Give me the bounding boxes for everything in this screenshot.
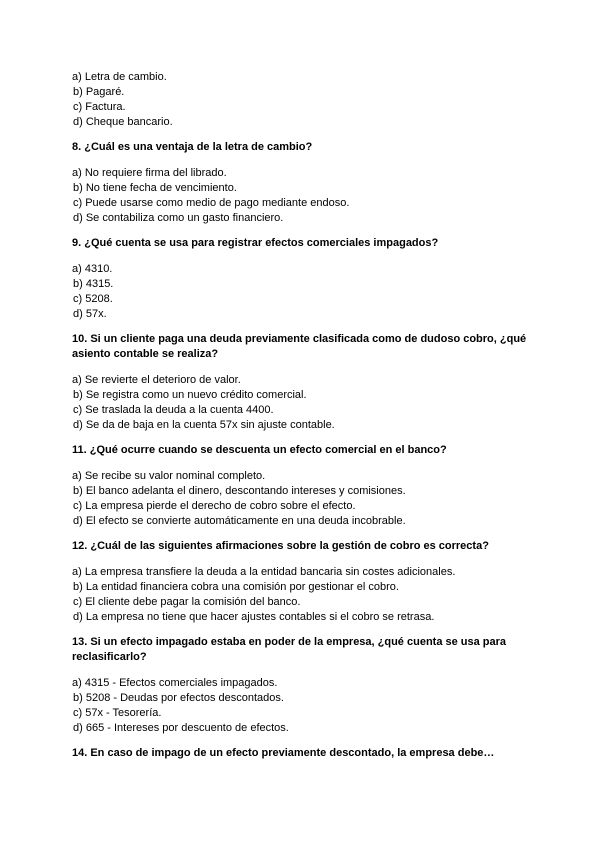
option-c: c) El cliente debe pagar la comisión del banco. bbox=[73, 596, 301, 608]
option-a: a) 4315 - Efectos comerciales impagados. bbox=[72, 677, 278, 689]
option-b: b) 4315. bbox=[73, 278, 114, 290]
answer-options bbox=[72, 565, 532, 625]
answer-options bbox=[72, 676, 532, 736]
option-c: c) 57x - Tesorería. bbox=[73, 707, 162, 719]
option-c: c) Puede usarse como medio de pago mediante endoso. bbox=[73, 197, 350, 209]
answer-options bbox=[72, 469, 532, 529]
option-a: a) 4310. bbox=[72, 263, 113, 275]
answer-options bbox=[72, 70, 532, 130]
option-c: c) Se traslada la deuda a la cuenta 4400. bbox=[73, 404, 274, 416]
question-title: 10. Si un cliente paga una deuda previamente clasificada como de dudoso cobro, ¿qué asiento contable se realiza? bbox=[72, 333, 527, 360]
option-b: b) Se registra como un nuevo crédito comercial. bbox=[73, 389, 307, 401]
question-14 bbox=[72, 746, 532, 761]
question-title: 13. Si un efecto impagado estaba en poder de la empresa, ¿qué cuenta se usa para reclasificarlo? bbox=[72, 636, 507, 663]
question-11 bbox=[72, 443, 532, 529]
option-c: c) 5208. bbox=[73, 293, 113, 305]
question-13 bbox=[72, 635, 532, 736]
option-b: b) No tiene fecha de vencimiento. bbox=[73, 182, 237, 194]
option-c: c) Factura. bbox=[73, 101, 126, 113]
question-12 bbox=[72, 539, 532, 625]
option-d: d) Se contabiliza como un gasto financiero. bbox=[73, 212, 284, 224]
option-a: a) Se revierte el deterioro de valor. bbox=[72, 374, 241, 386]
answer-options bbox=[72, 166, 532, 226]
option-c: c) La empresa pierde el derecho de cobro sobre el efecto. bbox=[73, 500, 356, 512]
question-8 bbox=[72, 140, 532, 226]
question-9 bbox=[72, 236, 532, 322]
option-d: d) Se da de baja en la cuenta 57x sin ajuste contable. bbox=[73, 419, 335, 431]
option-a: a) Se recibe su valor nominal completo. bbox=[72, 470, 266, 482]
option-b: b) El banco adelanta el dinero, descontando intereses y comisiones. bbox=[73, 485, 406, 497]
question-10 bbox=[72, 332, 532, 433]
option-d: d) El efecto se convierte automáticamente en una deuda incobrable. bbox=[73, 515, 406, 527]
option-b: b) La entidad financiera cobra una comisión por gestionar el cobro. bbox=[73, 581, 399, 593]
answer-options bbox=[72, 373, 532, 433]
question-title: 12. ¿Cuál de las siguientes afirmaciones sobre la gestión de cobro es correcta? bbox=[72, 540, 489, 552]
question-title: 14. En caso de impago de un efecto previamente descontado, la empresa debe… bbox=[72, 747, 495, 759]
question-title: 9. ¿Qué cuenta se usa para registrar efectos comerciales impagados? bbox=[72, 237, 439, 249]
option-a: a) La empresa transfiere la deuda a la entidad bancaria sin costes adicionales. bbox=[72, 566, 456, 578]
question-title: 11. ¿Qué ocurre cuando se descuenta un efecto comercial en el banco? bbox=[72, 444, 447, 456]
option-d: d) 57x. bbox=[73, 308, 107, 320]
question-title: 8. ¿Cuál es una ventaja de la letra de cambio? bbox=[72, 141, 313, 153]
answer-options bbox=[72, 262, 532, 322]
option-d: d) Cheque bancario. bbox=[73, 116, 173, 128]
document-content bbox=[72, 70, 532, 771]
option-d: d) 665 - Intereses por descuento de efectos. bbox=[73, 722, 289, 734]
option-a: a) No requiere firma del librado. bbox=[72, 167, 227, 179]
option-b: b) Pagaré. bbox=[73, 86, 125, 98]
option-b: b) 5208 - Deudas por efectos descontados. bbox=[73, 692, 284, 704]
question-7-options-block bbox=[72, 70, 532, 130]
option-d: d) La empresa no tiene que hacer ajustes contables si el cobro se retrasa. bbox=[73, 611, 435, 623]
option-a: a) Letra de cambio. bbox=[72, 71, 167, 83]
